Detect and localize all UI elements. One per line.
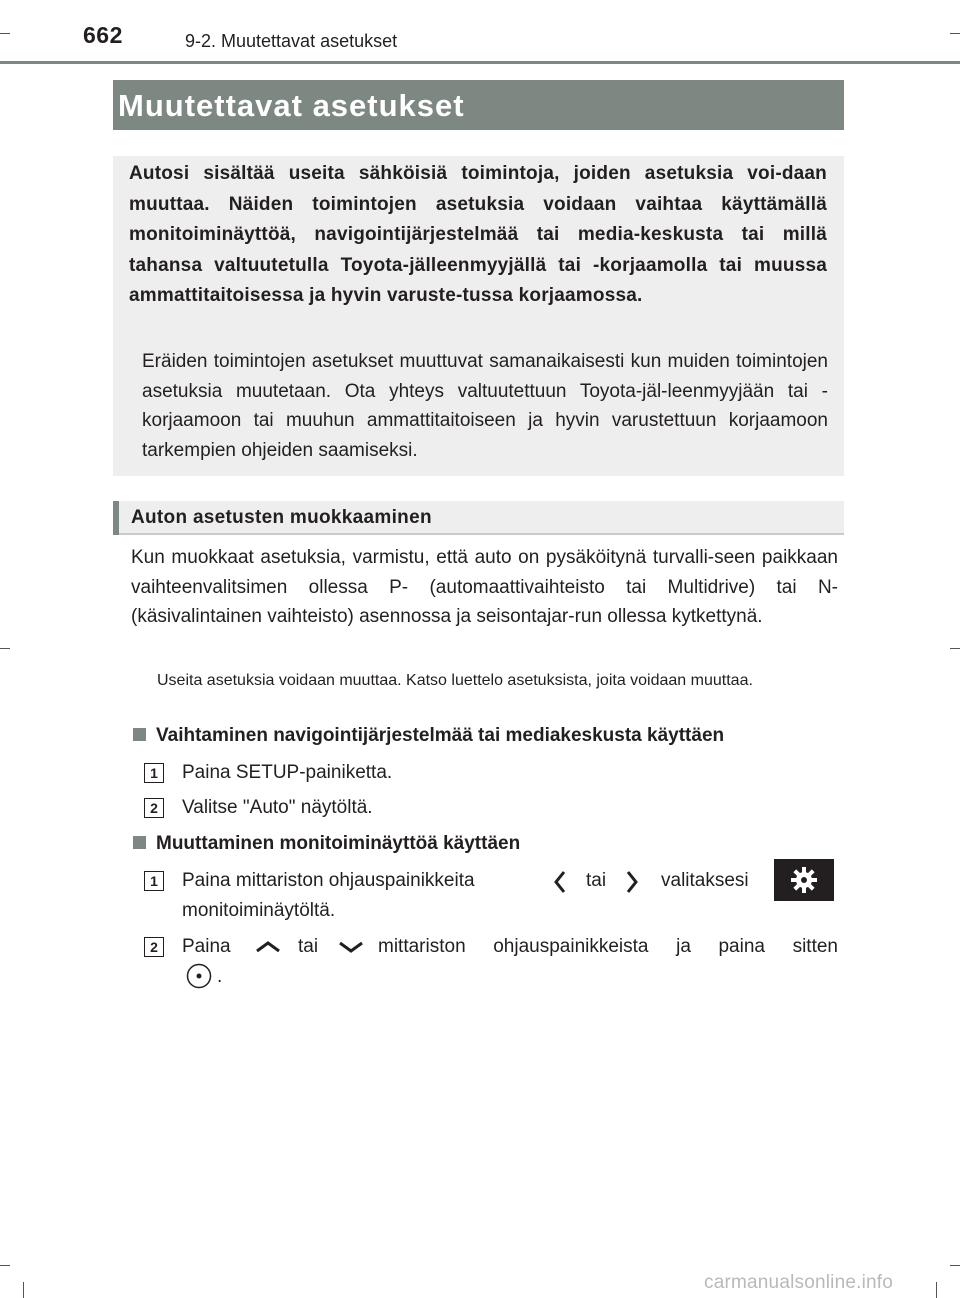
enter-button-icon — [185, 962, 213, 990]
running-head: 9-2. Muutettavat asetukset — [185, 31, 398, 51]
step-text: Valitse "Auto" näytöltä. — [182, 797, 373, 818]
section-note: Useita asetuksia voidaan muuttaa. Katso luettelo asetuksista, joita voidaan muuttaa. — [157, 672, 753, 689]
chevron-down-icon — [337, 938, 365, 956]
step-text-part: tai — [298, 936, 319, 957]
crop-mark — [950, 648, 960, 649]
step-text-part: valitaksesi — [661, 870, 749, 891]
crop-mark — [23, 1282, 24, 1298]
section-paragraph: Kun muokkaat asetuksia, varmistu, että auto on pysäköitynä turvalli-seen paikkaan vaihteenvalitsimen ollessa P- (automaattivaihteisto tai Multidrive) tai N- (käsivalintainen vaihteisto) asennossa ja seisontajar-run ollessa kytkettynä. — [131, 547, 838, 627]
intro-text: Autosi sisältää useita sähköisiä toimintoja, joiden asetuksia voi-daan muuttaa. Näiden toimintojen asetuksia voidaan vaihtaa käyttämällä monitoiminäyttöä, navigointijärjestelmää tai media-keskusta tai millä tahansa valtuutetulla Toyota-jälleenmyyjällä tai -korjaamolla tai muussa ammattitaitoisessa ja hyvin varuste-tussa korjaamossa. — [129, 163, 827, 306]
step-text-part: mittariston ohjauspainikkeista ja paina sitten — [378, 936, 838, 957]
step-number: 1 — [144, 763, 164, 783]
crop-mark — [950, 1265, 960, 1266]
crop-mark — [950, 33, 960, 34]
subsection-heading-display-text: Muuttaminen monitoiminäyttöä käyttäen — [156, 833, 521, 854]
step-number: 2 — [144, 798, 164, 818]
subsection-heading-nav — [133, 725, 724, 747]
square-bullet-icon — [133, 728, 146, 741]
crop-mark — [0, 33, 10, 34]
crop-mark — [0, 648, 10, 649]
step-text-part: . — [217, 966, 223, 987]
section-heading — [113, 501, 844, 535]
square-bullet-icon — [133, 836, 146, 849]
subsection-heading-display — [133, 833, 520, 855]
intro-box — [113, 156, 844, 476]
section-heading-text: Auton asetusten muokkaaminen — [131, 507, 432, 528]
page-number: 662 — [83, 22, 123, 48]
step-text-part: tai — [586, 870, 607, 891]
settings-gear-icon — [774, 859, 834, 901]
subsection-heading-nav-text: Vaihtaminen navigointijärjestelmää tai mediakeskusta käyttäen — [156, 725, 725, 746]
step-text-part: Paina — [182, 936, 231, 957]
chevron-up-icon — [254, 938, 282, 956]
chevron-right-icon — [622, 869, 642, 895]
step-number: 2 — [144, 937, 164, 957]
page-title: Muutettavat asetukset — [118, 88, 465, 123]
intro-note: Eräiden toimintojen asetukset muuttuvat samanaikaisesti kun muiden toimintojen asetuksia muutetaan. Ota yhteys valtuutettuun Toyota-jäl-leenmyyjään tai -korjaamoon tai muuhun ammattitaitoiseen ja hyvin varustettuun korjaamoon tarkempien ohjeiden saamiseksi. — [142, 351, 828, 461]
step-number: 1 — [144, 871, 164, 891]
step-text: Paina SETUP-painiketta. — [182, 762, 393, 783]
section-accent — [113, 501, 119, 535]
header-rule — [0, 61, 960, 64]
watermark: carmanualsonline.info — [704, 1272, 894, 1293]
step-text-part: Paina mittariston ohjauspainikkeita — [182, 870, 475, 891]
chevron-left-icon — [550, 869, 570, 895]
step-text-part: monitoiminäytöltä. — [182, 900, 336, 921]
crop-mark — [936, 1282, 937, 1298]
crop-mark — [0, 1265, 10, 1266]
title-bar — [113, 80, 844, 130]
